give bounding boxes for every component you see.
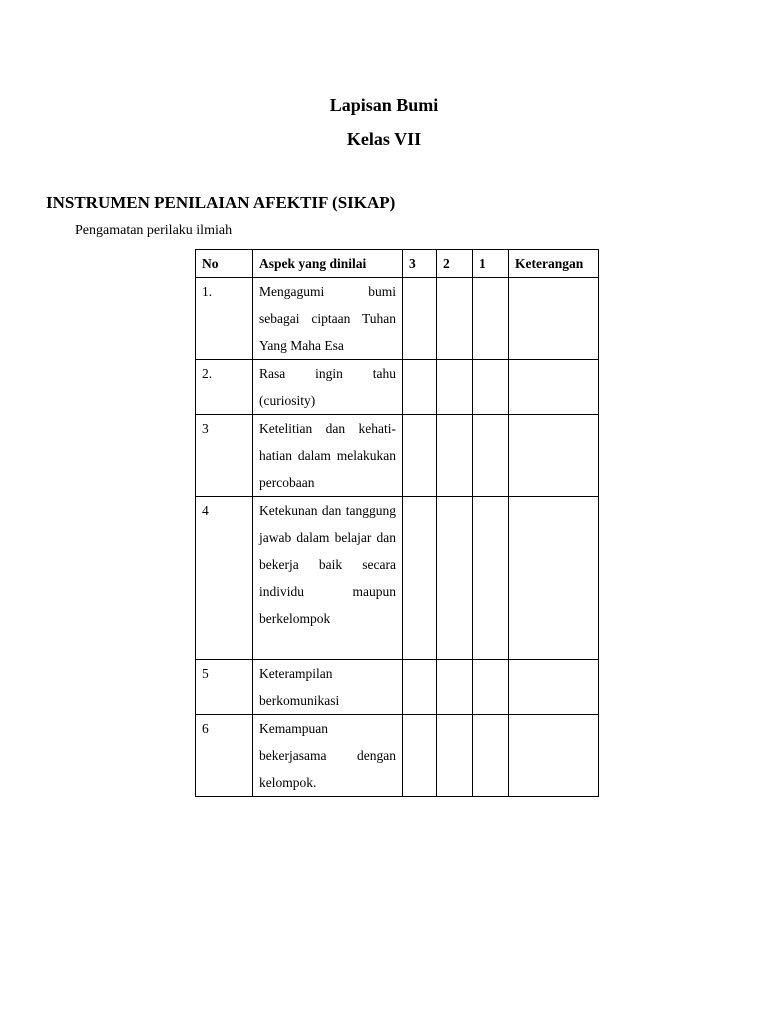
score-2-cell[interactable]: [437, 278, 473, 360]
score-3-cell[interactable]: [403, 360, 437, 415]
score-3-cell[interactable]: [403, 715, 437, 797]
note-cell[interactable]: [509, 278, 599, 360]
score-1-cell[interactable]: [473, 497, 509, 660]
score-1-cell[interactable]: [473, 360, 509, 415]
score-2-cell[interactable]: [437, 715, 473, 797]
score-3-cell[interactable]: [403, 660, 437, 715]
table-row: [196, 360, 599, 415]
note-cell[interactable]: [509, 415, 599, 497]
header-score-2: 2: [437, 250, 473, 278]
document-class: Kelas VII: [346, 129, 422, 149]
table-row: [196, 715, 599, 797]
row-aspect: Mengagumi bumi sebagai ciptaan Tuhan Yang Maha Esa: [253, 278, 403, 360]
note-cell[interactable]: [509, 360, 599, 415]
header-note: Keterangan: [509, 250, 599, 278]
score-1-cell[interactable]: [473, 660, 509, 715]
section-heading: INSTRUMEN PENILAIAN AFEKTIF (SIKAP): [46, 193, 396, 212]
table-row: [196, 497, 599, 660]
table-row: [196, 415, 599, 497]
header-aspect: Aspek yang dinilai: [253, 250, 403, 278]
score-2-cell[interactable]: [437, 360, 473, 415]
note-cell[interactable]: [509, 715, 599, 797]
score-2-cell[interactable]: [437, 415, 473, 497]
header-score-3: 3: [403, 250, 437, 278]
table-row: [196, 278, 599, 360]
row-number: 5: [196, 660, 253, 715]
row-number: 3: [196, 415, 253, 497]
row-aspect: Ketekunan dan tanggung jawab dalam belajar dan bekerja baik secara individu maupun berkelompok: [253, 497, 403, 660]
subheading: Pengamatan perilaku ilmiah: [75, 223, 233, 238]
score-1-cell[interactable]: [473, 278, 509, 360]
score-3-cell[interactable]: [403, 497, 437, 660]
table-header-row: [196, 250, 599, 278]
table-row: [196, 660, 599, 715]
row-aspect: Kemampuan bekerjasama dengan kelompok.: [253, 715, 403, 797]
assessment-table: [195, 249, 599, 797]
note-cell[interactable]: [509, 660, 599, 715]
score-3-cell[interactable]: [403, 415, 437, 497]
row-aspect: Rasa ingin tahu (curiosity): [253, 360, 403, 415]
row-number: 4: [196, 497, 253, 660]
header-score-1: 1: [473, 250, 509, 278]
row-number: 6: [196, 715, 253, 797]
row-aspect: Ketelitian dan kehati-hatian dalam melakukan percobaan: [253, 415, 403, 497]
score-2-cell[interactable]: [437, 497, 473, 660]
score-3-cell[interactable]: [403, 278, 437, 360]
score-2-cell[interactable]: [437, 660, 473, 715]
row-number: 1.: [196, 278, 253, 360]
header-no: No: [196, 250, 253, 278]
score-1-cell[interactable]: [473, 415, 509, 497]
document-title: Lapisan Bumi: [329, 95, 439, 115]
score-1-cell[interactable]: [473, 715, 509, 797]
row-aspect: Keterampilan berkomunikasi: [253, 660, 403, 715]
note-cell[interactable]: [509, 497, 599, 660]
row-number: 2.: [196, 360, 253, 415]
